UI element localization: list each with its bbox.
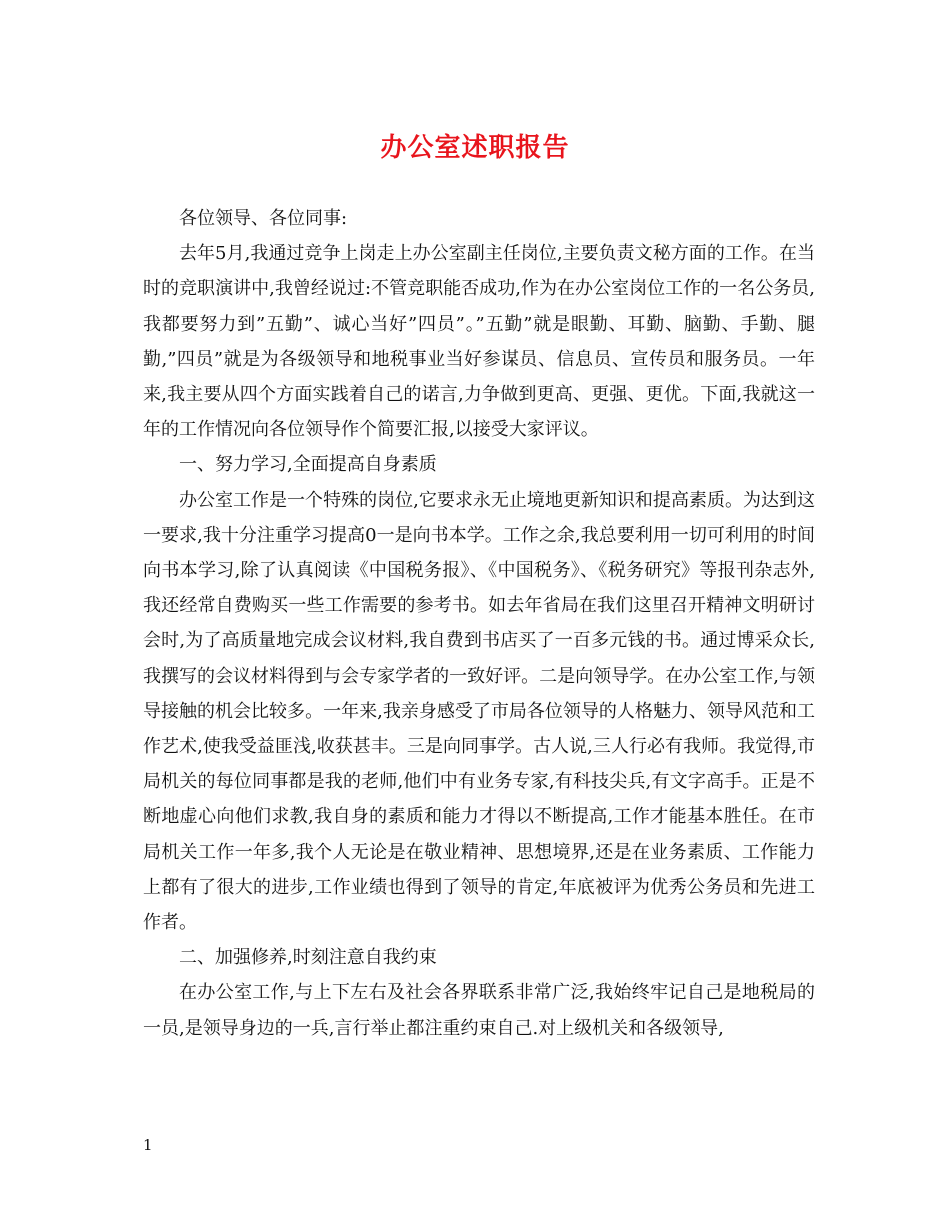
section-heading-2: 二、加强修养,时刻注意自我约束 — [179, 947, 437, 969]
intro-paragraph: 去年5月,我通过竞争上岗走上办公室副主任岗位,主要负责文秘方面的工作。在当时的竞职演讲中,我曾经说过:不管竞职能否成功,作为在办公室岗位工作的一名公务员,我都要努力到”五勤”、诚心当好”四员”。”五勤”就是眼勤、耳勤、脑勤、手勤、腿勤,”四员”就是为各级领导和地税事业当好参谋员、信息员、宣传员和服务员。一年来,我主要从四个方面实践着自己的诺言,力争做到更高、更强、更优。下面,我就这一年的工作情况向各位领导作个简要汇报,以接受大家评议。 — [143, 243, 815, 441]
section-heading-1: 一、努力学习,全面提高自身素质 — [179, 454, 437, 476]
section-1-paragraph: 办公室工作是一个特殊的岗位,它要求永无止境地更新知识和提高素质。为达到这一要求,我十分注重学习提高0一是向书本学。工作之余,我总要利用一切可利用的时间向书本学习,除了认真阅读《中国税务报》、《中国税务》、《税务研究》等报刊杂志外,我还经常自费购买一些工作需要的参考书。如去年省局在我们这里召开精神文明研讨会时,为了高质量地完成会议材料,我自费到书店买了一百多元钱的书。通过博采众长,我撰写的会议材料得到与会专家学者的一致好评。二是向领导学。在办公室工作,与领导接触的机会比较多。一年来,我亲身感受了市局各位领导的人格魅力、领导风范和工作艺术,使我受益匪浅,收获甚丰。三是向同事学。古人说,三人行必有我师。我觉得,市局机关的每位同事都是我的老师,他们中有业务专家,有科技尖兵,有文字高手。正是不断地虚心向他们求教,我自身的素质和能力才得以不断提高,工作才能基本胜任。在市局机关工作一年多,我个人无论是在敬业精神、思想境界,还是在业务素质、工作能力上都有了很大的进步,工作业绩也得到了领导的肯定,年底被评为优秀公务员和先进工作者。 — [143, 489, 815, 934]
document-body — [143, 201, 815, 1046]
document-title: 办公室述职报告 — [380, 133, 570, 163]
salutation-paragraph: 各位领导、各位同事: — [179, 208, 348, 229]
page-number: 1 — [143, 1136, 153, 1154]
section-2-paragraph: 在办公室工作,与上下左右及社会各界联系非常广泛,我始终牢记自己是地税局的一员,是领导身边的一兵,言行举止都注重约束自己.对上级机关和各级领导, — [143, 982, 815, 1039]
